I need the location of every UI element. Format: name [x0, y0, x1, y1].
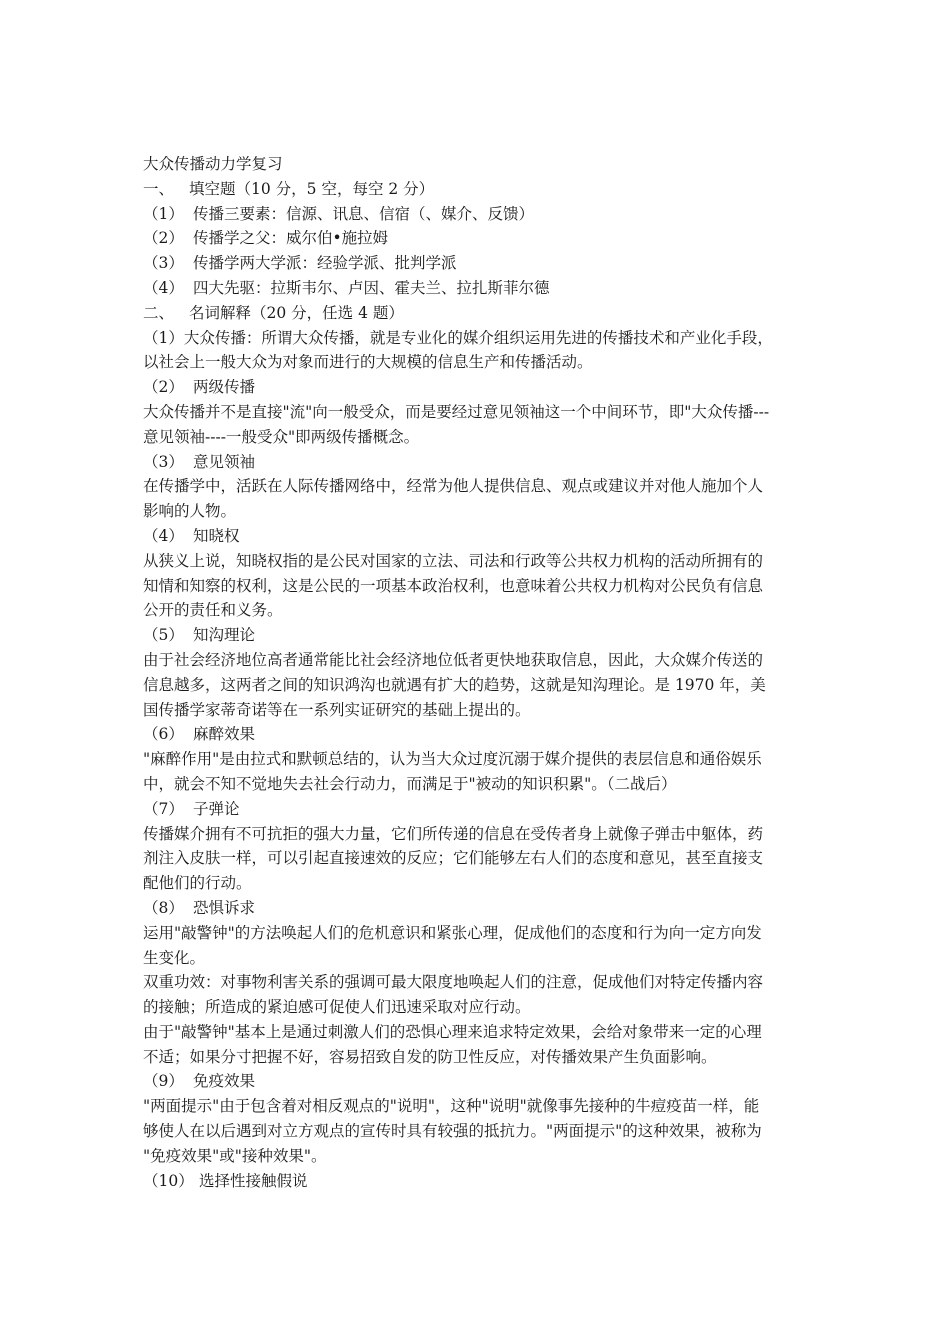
term-title: 两级传播	[193, 378, 256, 397]
section-number: 二、	[143, 303, 175, 322]
term-heading	[143, 1069, 811, 1094]
item-number: （4）	[143, 278, 184, 297]
term-body-line: "免疫效果"或"接种效果"。	[143, 1146, 327, 1165]
term-body-line: "麻醉作用"是由拉式和默顿总结的，认为当大众过度沉溺于媒介提供的表层信息和通俗娱乐	[143, 750, 762, 769]
term-heading	[143, 797, 811, 822]
term-heading	[143, 524, 811, 549]
section-1-heading	[143, 177, 811, 202]
term-number: （7）	[143, 799, 184, 818]
term-title: 知晓权	[193, 526, 240, 545]
term-heading	[143, 896, 811, 921]
term-number: （9）	[143, 1072, 184, 1091]
term-number: （2）	[143, 378, 184, 397]
term-body-line: 的接触；所造成的紧迫感可促使人们迅速采取对应行动。	[143, 998, 531, 1017]
term-1-line: 以社会上一般大众为对象而进行的大规模的信息生产和传播活动。	[143, 353, 593, 372]
fill-item	[143, 276, 811, 301]
term-title: 意见领袖	[193, 452, 256, 471]
term-body-line: 在传播学中，活跃在人际传播网络中，经常为他人提供信息、观点或建议并对他人施加个人	[143, 477, 764, 496]
term-title: 免疫效果	[193, 1072, 256, 1091]
term-number: （6）	[143, 725, 184, 744]
term-body-line: 剂注入皮肤一样，可以引起直接速效的反应；它们能够左右人们的态度和意见，甚至直接支	[143, 849, 764, 868]
fill-item	[143, 251, 811, 276]
term-body-line: 信息越多，这两者之间的知识鸿沟也就遇有扩大的趋势，这就是知沟理论。是 1970 年，美	[143, 675, 766, 694]
document-body	[143, 152, 811, 1193]
term-body-line: 双重功效：对事物利害关系的强调可最大限度地唤起人们的注意，促成他们对特定传播内容	[143, 973, 764, 992]
term-title: 选择性接触假说	[199, 1171, 308, 1190]
term-number: （10）	[143, 1171, 194, 1190]
term-title: 恐惧诉求	[193, 898, 256, 917]
fill-item	[143, 202, 811, 227]
section-number: 一、	[143, 179, 175, 198]
term-body-line: 知情和知察的权利，这是公民的一项基本政治权利，也意味着公共权力机构对公民负有信息	[143, 576, 764, 595]
term-body-line: 国传播学家蒂奇诺等在一系列实证研究的基础上提出的。	[143, 700, 531, 719]
term-body-line: 由于社会经济地位高者通常能比社会经济地位低者更快地获取信息，因此，大众媒介传送的	[143, 650, 764, 669]
term-title: 知沟理论	[193, 626, 256, 645]
term-body-line: 配他们的行动。	[143, 874, 252, 893]
term-body-line: 从狭义上说，知晓权指的是公民对国家的立法、司法和行政等公共权力机构的活动所拥有的	[143, 551, 764, 570]
term-number: （4）	[143, 526, 184, 545]
term-body-line: 大众传播并不是直接"流"向一般受众，而是要经过意见领袖这一个中间环节，即"大众传播---	[143, 402, 770, 421]
document-title: 大众传播动力学复习	[143, 155, 283, 173]
term-body-line: 够使人在以后遇到对立方观点的宣传时具有较强的抵抗力。"两面提示"的这种效果，被称为	[143, 1122, 762, 1141]
item-text: 传播学之父：威尔伯•施拉姆	[193, 229, 389, 248]
term-body-line: 中，就会不知不觉地失去社会行动力，而满足于"被动的知识积累"。（二战后）	[143, 774, 677, 793]
term-1-line: （1）大众传播：所谓大众传播，就是专业化的媒介组织运用先进的传播技术和产业化手段，	[143, 328, 773, 347]
term-number: （5）	[143, 626, 184, 645]
item-number: （2）	[143, 229, 184, 248]
term-title: 麻醉效果	[193, 725, 256, 744]
term-body-line: 影响的人物。	[143, 502, 237, 521]
term-body-line: 生变化。	[143, 948, 206, 967]
item-text: 传播学两大学派：经验学派、批判学派	[193, 254, 457, 273]
item-text: 传播三要素：信源、讯息、信宿（、媒介、反馈）	[193, 204, 535, 223]
section-title: 填空题（10 分，5 空，每空 2 分）	[189, 179, 435, 198]
term-body-line: 不适；如果分寸把握不好，容易招致自发的防卫性反应，对传播效果产生负面影响。	[143, 1047, 717, 1066]
term-title: 子弹论	[193, 799, 240, 818]
fill-item	[143, 226, 811, 251]
term-body-line: 传播媒介拥有不可抗拒的强大力量，它们所传递的信息在受传者身上就像子弹击中躯体，药	[143, 824, 764, 843]
term-body-line: 由于"敲警钟"基本上是通过刺激人们的恐惧心理来追求特定效果，会给对象带来一定的心理	[143, 1022, 762, 1041]
term-heading	[143, 450, 811, 475]
item-number: （3）	[143, 254, 184, 273]
term-body-line: "两面提示"由于包含着对相反观点的"说明"，这种"说明"就像事先接种的牛痘疫苗一样，能	[143, 1097, 760, 1116]
term-heading	[143, 722, 811, 747]
term-heading	[143, 1169, 811, 1194]
term-body-line: 运用"敲警钟"的方法唤起人们的危机意识和紧张心理，促成他们的态度和行为向一定方向发	[143, 923, 762, 942]
term-body-line: 意见领袖----一般受众"即两级传播概念。	[143, 427, 420, 446]
section-title: 名词解释（20 分，任选 4 题）	[189, 303, 404, 322]
term-number: （8）	[143, 898, 184, 917]
term-number: （3）	[143, 452, 184, 471]
section-2-heading	[143, 301, 811, 326]
item-number: （1）	[143, 204, 184, 223]
term-heading	[143, 375, 811, 400]
term-heading	[143, 623, 811, 648]
item-text: 四大先驱：拉斯韦尔、卢因、霍夫兰、拉扎斯菲尔德	[193, 278, 550, 297]
term-body-line: 公开的责任和义务。	[143, 601, 283, 620]
